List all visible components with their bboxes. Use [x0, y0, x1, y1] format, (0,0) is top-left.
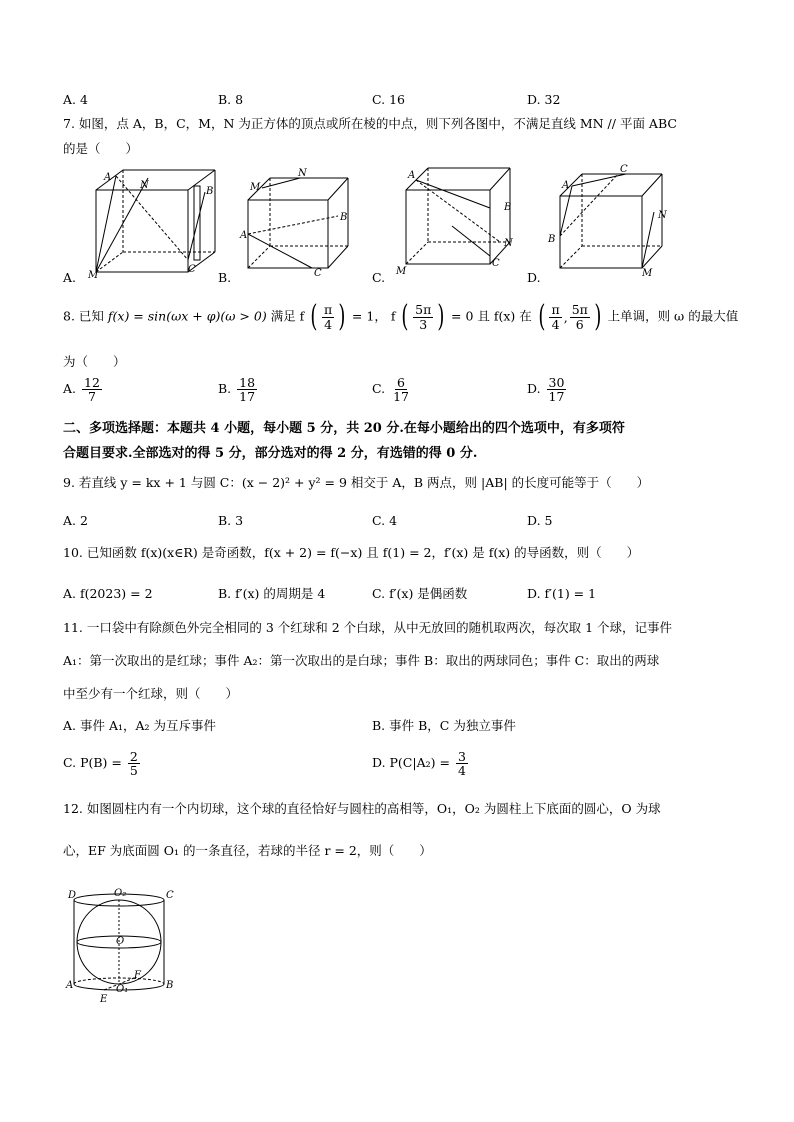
svg-text:C: C	[620, 164, 628, 175]
svg-text:C: C	[492, 258, 500, 269]
q11-stem-line1: 11. 一口袋中有除颜色外完全相同的 3 个红球和 2 个白球，从中无放回的随机取两次，每次取 1 个球，记事件	[63, 620, 673, 635]
q6-option-a: A. 4	[63, 92, 88, 107]
q11-option-a: A. 事件 A₁，A₂ 为互斥事件	[63, 718, 216, 733]
svg-text:N: N	[298, 168, 307, 179]
q8-cond2-den: 3	[419, 316, 428, 332]
svg-text:N: N	[504, 238, 513, 249]
svg-text:M: M	[642, 268, 653, 279]
q6-option-d: D. 32	[527, 92, 561, 107]
svg-text:O₁: O₁	[116, 984, 129, 995]
svg-text:A: A	[240, 230, 248, 241]
q10-option-b: B. f′(x) 的周期是 4	[218, 586, 326, 601]
q7-stem-line1: 7. 如图，点 A，B，C，M，N 为正方体的顶点或所在棱的中点，则下列各图中，不满足直线 MN // 平面 ABC	[63, 116, 677, 131]
q9-option-d: D. 5	[527, 513, 553, 528]
q8-cond2-val: = 0 且 f(x) 在	[451, 308, 532, 324]
section2-heading-line2: 合题目要求.全部选对的得 5 分，部分选对的得 2 分，有选错的得 0 分.	[63, 446, 478, 461]
q11-stem-line2: A₁：第一次取出的是红球；事件 A₂：第一次取出的是白球；事件 B：取出的两球同色；事件 C：取出的两球	[63, 653, 660, 668]
q8-cond2-num: 5π	[415, 302, 432, 318]
q9-option-a: A. 2	[63, 513, 88, 528]
q8-c-num: 6	[397, 375, 405, 390]
q8-int-num2: 5π	[571, 302, 588, 318]
q10-option-a: A. f(2023) = 2	[63, 586, 153, 601]
q8-option-d	[527, 376, 568, 403]
svg-text:B: B	[548, 234, 556, 245]
q9-option-b: B. 3	[218, 513, 244, 528]
q8-function: f(x) = sin(ωx + φ)(ω > 0)	[107, 308, 267, 324]
q6-option-b: B. 8	[218, 92, 244, 107]
svg-text:C: C	[188, 264, 196, 275]
q11-option-d	[372, 750, 470, 777]
q8-b-num: 18	[239, 375, 256, 390]
q7-figure-a	[88, 168, 218, 281]
q8-option-c	[372, 376, 413, 403]
q8-cond1-arg: ( $\frac{\pi}{4}$ )	[310, 299, 346, 334]
q7-figure-b	[240, 168, 350, 279]
svg-text:N: N	[658, 210, 667, 221]
q7-label-c: C.	[372, 270, 386, 285]
svg-text:A: A	[562, 180, 570, 191]
q8-cond2-arg: ( $\frac{5\pi}{3}$ )	[401, 299, 445, 334]
svg-text:M: M	[250, 182, 261, 193]
q8-int-den1: 4	[551, 316, 560, 332]
svg-text:A: A	[66, 980, 74, 991]
q11-stem-line3: 中至少有一个红球，则（ ）	[63, 686, 239, 701]
q12-stem-line2: 心，EF 为底面圆 O₁ 的一条直径，若球的半径 r = 2，则（ ）	[63, 843, 432, 858]
q8-a-label: A.	[63, 381, 77, 397]
q8-stem-line2: 为（ ）	[63, 354, 126, 369]
q11-c-num: 2	[129, 749, 138, 764]
q8-int-num1: π	[551, 302, 560, 318]
svg-text:B: B	[504, 202, 512, 213]
section2-heading-line1: 二、多项选择题：本题共 4 小题，每小题 5 分，共 20 分.在每小题给出的四个选项中，有多项符	[63, 421, 625, 436]
svg-text:D: D	[68, 890, 77, 901]
q8-suffix: 上单调，则 ω 的最大值	[607, 308, 739, 324]
svg-text:M: M	[88, 270, 99, 281]
svg-text:F: F	[134, 970, 141, 981]
svg-text:O: O	[116, 936, 125, 947]
q8-cond2-pre: f	[390, 308, 396, 324]
q11-c-den: 5	[129, 763, 138, 779]
q8-prefix: 8. 已知	[63, 308, 104, 324]
q8-option-a	[63, 376, 104, 403]
q8-cond1-den: 4	[324, 316, 333, 332]
q8-cond1-pre: 满足 f	[270, 308, 305, 324]
q8-b-den: 17	[239, 389, 256, 405]
q8-d-label: D.	[527, 381, 541, 397]
q8-d-num: 30	[548, 375, 565, 390]
svg-text:N: N	[140, 180, 149, 191]
q12-cylinder-figure	[64, 886, 174, 1006]
svg-text:O₂: O₂	[114, 888, 127, 899]
svg-text:C: C	[314, 268, 322, 279]
q11-option-c	[63, 750, 142, 777]
q7-label-a: A.	[63, 270, 77, 285]
q8-c-label: C.	[372, 381, 386, 397]
q8-int-den2: 6	[575, 316, 584, 332]
q8-stem	[63, 299, 739, 334]
svg-text:M: M	[396, 266, 407, 277]
q9-stem: 9. 若直线 y = kx + 1 与圆 C：(x − 2)² + y² = 9 相交于 A，B 两点，则 |AB| 的长度可能等于（ ）	[63, 475, 650, 490]
q6-option-c: C. 16	[372, 92, 405, 107]
q8-b-label: B.	[218, 381, 232, 397]
svg-text:B: B	[166, 980, 174, 991]
q8-a-den: 7	[87, 389, 96, 405]
q8-d-den: 17	[548, 389, 565, 405]
svg-text:E: E	[100, 994, 108, 1005]
q9-option-c: C. 4	[372, 513, 398, 528]
q7-figure-d	[548, 164, 668, 279]
q7-figure-c	[392, 166, 512, 276]
q10-stem: 10. 已知函数 f(x)(x∈R) 是奇函数，f(x + 2) = f(−x) 且 f(1) = 2，f′(x) 是 f(x) 的导函数，则（ ）	[63, 545, 640, 560]
svg-text:B: B	[206, 186, 214, 197]
svg-text:A: A	[104, 172, 112, 183]
q8-c-den: 17	[393, 389, 409, 405]
q11-option-b: B. 事件 B，C 为独立事件	[372, 718, 516, 733]
q7-stem-line2: 的是（ ）	[63, 141, 139, 156]
q12-stem-line1: 12. 如图圆柱内有一个内切球，这个球的直径恰好与圆柱的高相等，O₁，O₂ 为圆柱上下底面的圆心，O 为球	[63, 801, 661, 816]
q8-cond1-num: π	[324, 302, 333, 318]
q8-option-b	[218, 376, 259, 403]
q8-interval: ( $\frac{\pi}{4}$ , $\frac{5\pi}{6}$ )	[538, 299, 602, 334]
svg-text:A: A	[408, 170, 416, 181]
q8-cond1-val: = 1，	[351, 308, 387, 324]
q10-option-c: C. f′(x) 是偶函数	[372, 586, 468, 601]
q7-label-b: B.	[218, 270, 232, 285]
q11-c-pre: C. P(B) =	[63, 755, 122, 771]
svg-text:B: B	[340, 212, 348, 223]
q7-label-d: D.	[527, 270, 541, 285]
q11-d-num: 3	[457, 749, 466, 764]
svg-text:C: C	[166, 890, 174, 901]
q8-a-num: 12	[84, 375, 100, 390]
q10-option-d: D. f′(1) = 1	[527, 586, 597, 601]
q11-d-pre: D. P(C|A₂) =	[372, 755, 450, 771]
q11-d-den: 4	[457, 763, 466, 779]
